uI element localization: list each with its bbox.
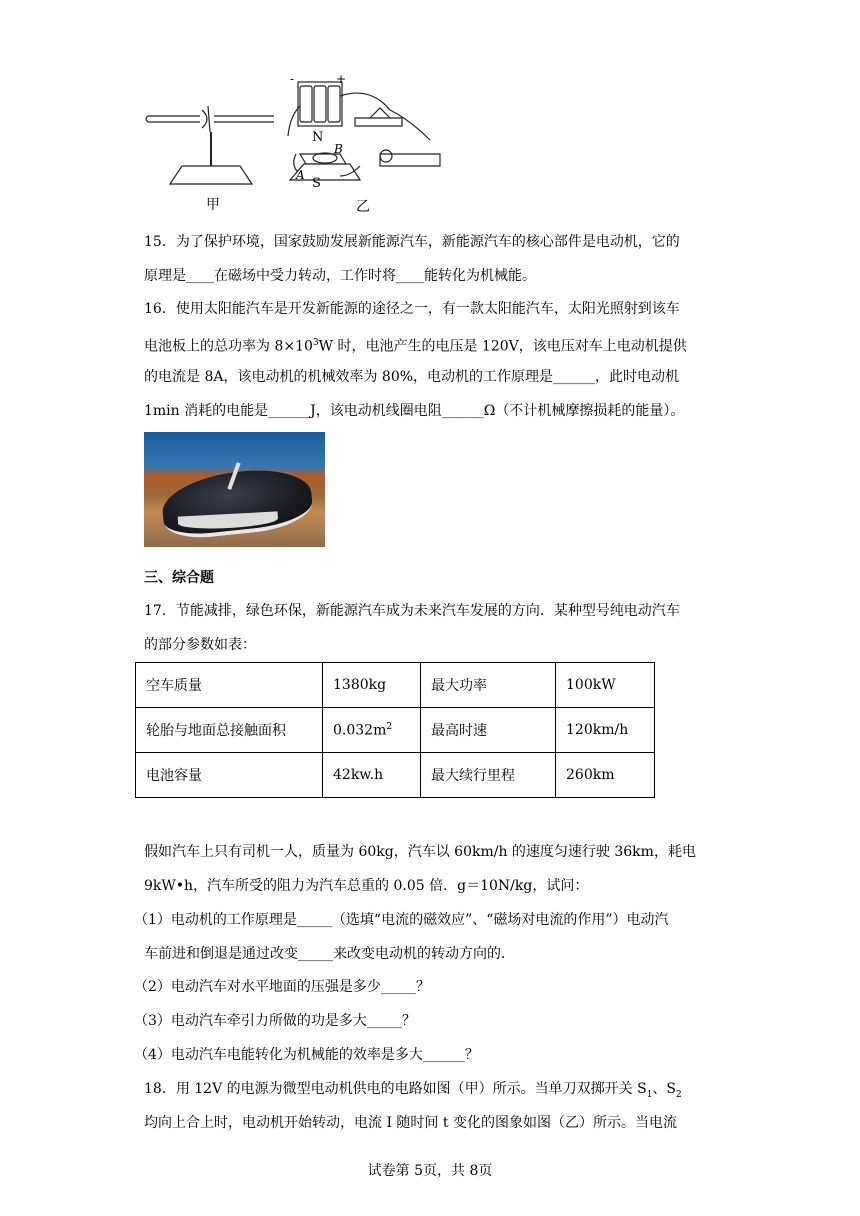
table-cell: 轮胎与地面总接触面积 (136, 708, 323, 753)
point-b-label: B (334, 142, 343, 156)
q16-line2-part-a: 电池板上的总功率为 8×10 (144, 338, 313, 355)
q17-body1: 假如汽车上只有司机一人，质量为 60kg，汽车以 60km/h 的速度匀速行驶 36km，耗电 (144, 844, 696, 860)
q17-sub1-line2: 车前进和倒退是通过改变_____来改变电动机的转动方向的． (144, 946, 515, 962)
apparatus-figure (140, 72, 450, 216)
minus-label: - (290, 72, 295, 86)
pole-n-label: N (312, 130, 324, 145)
q18-sub-2: 2 (676, 1089, 682, 1100)
table-cell: 电池容量 (136, 753, 323, 798)
pole-s-label: S (312, 176, 321, 191)
table-cell: 1380kg (323, 663, 421, 708)
q16-line4: 1min 消耗的电能是______J，该电动机线圈电阻______Ω（不计机械摩擦损耗的能量）。 (144, 403, 685, 419)
point-a-label: A (296, 168, 305, 182)
q18-line1 (144, 1079, 724, 1105)
q16-line3: 的电流是 8A，该电动机的机械效率为 80%，电动机的工作原理是______，此时电动机 (144, 369, 680, 385)
q18-line1-part-a: 18．用 12V 的电源为微型电动机供电的电路如图（甲）所示。当单刀双掷开关 S (144, 1081, 647, 1097)
table-cell: 42kw.h (323, 753, 421, 798)
table-row (136, 753, 655, 798)
table-cell: 100kW (556, 663, 655, 708)
q17-sub1-line1: （1）电动机的工作原理是_____（选填“电流的磁效应”、“磁场对电流的作用”）电动汽 (134, 912, 669, 928)
figure-label-yi: 乙 (356, 199, 370, 215)
table-cell: 最大续行里程 (421, 753, 556, 798)
q17-sub3: （3）电动汽车牵引力所做的功是多大_____？ (134, 1013, 416, 1029)
table-cell: 120km/h (556, 708, 655, 753)
table-cell (323, 708, 421, 753)
q18-sub-1: 1 (646, 1089, 653, 1100)
table-cell: 最大功率 (421, 663, 556, 708)
page-footer: 试卷第 5页，共 8页 (367, 1163, 493, 1179)
table-cell: 空车质量 (136, 663, 323, 708)
solar-car-photo (144, 432, 325, 547)
q17-body2: 9kW•h，汽车所受的阻力为汽车总重的 0.05 倍．g＝10N/kg，试问： (144, 878, 589, 894)
figure-label-jia: 甲 (206, 197, 220, 213)
area-value: 0.032m (333, 722, 387, 739)
solar-car-body (159, 464, 315, 541)
table-row (136, 708, 655, 753)
q15-line2: 原理是____在磁场中受力转动，工作时将____能转化为机械能。 (144, 268, 536, 284)
table-cell: 最高时速 (421, 708, 556, 753)
plus-label: + (336, 72, 347, 86)
apparatus-drawing (140, 76, 450, 216)
q17-line2: 的部分参数如表： (144, 637, 256, 653)
table-row (136, 663, 655, 708)
car-parameter-table (135, 662, 655, 798)
table-cell: 260km (556, 753, 655, 798)
q18-line2: 均向上合上时，电动机开始转动，电流 I 随时间 t 变化的图象如图（乙）所示。当电流 (144, 1115, 677, 1131)
area-exponent: 2 (386, 721, 393, 732)
q18-line1-mid: 、S (652, 1081, 677, 1097)
q16-line1: 16．使用太阳能汽车是开发新能源的途径之一，有一款太阳能汽车，太阳光照射到该车 (144, 301, 680, 317)
q15-line1: 15．为了保护环境，国家鼓励发展新能源汽车，新能源汽车的核心部件是电动机，它的 (144, 234, 680, 250)
q17-sub4: （4）电动汽车电能转化为机械能的效率是多大______？ (134, 1047, 479, 1063)
q17-line1: 17．节能减排，绿色环保，新能源汽车成为未来汽车发展的方向．某种型号纯电动汽车 (144, 603, 680, 619)
section-title: 三、综合题 (144, 570, 214, 586)
q16-exponent: 3 (312, 338, 319, 348)
q17-sub2: （2）电动汽车对水平地面的压强是多少_____？ (134, 979, 430, 995)
q16-line2-part-b: W 时，电池产生的电压是 120V，该电压对车上电动机提供 (318, 338, 687, 355)
q16-line2 (144, 333, 724, 357)
